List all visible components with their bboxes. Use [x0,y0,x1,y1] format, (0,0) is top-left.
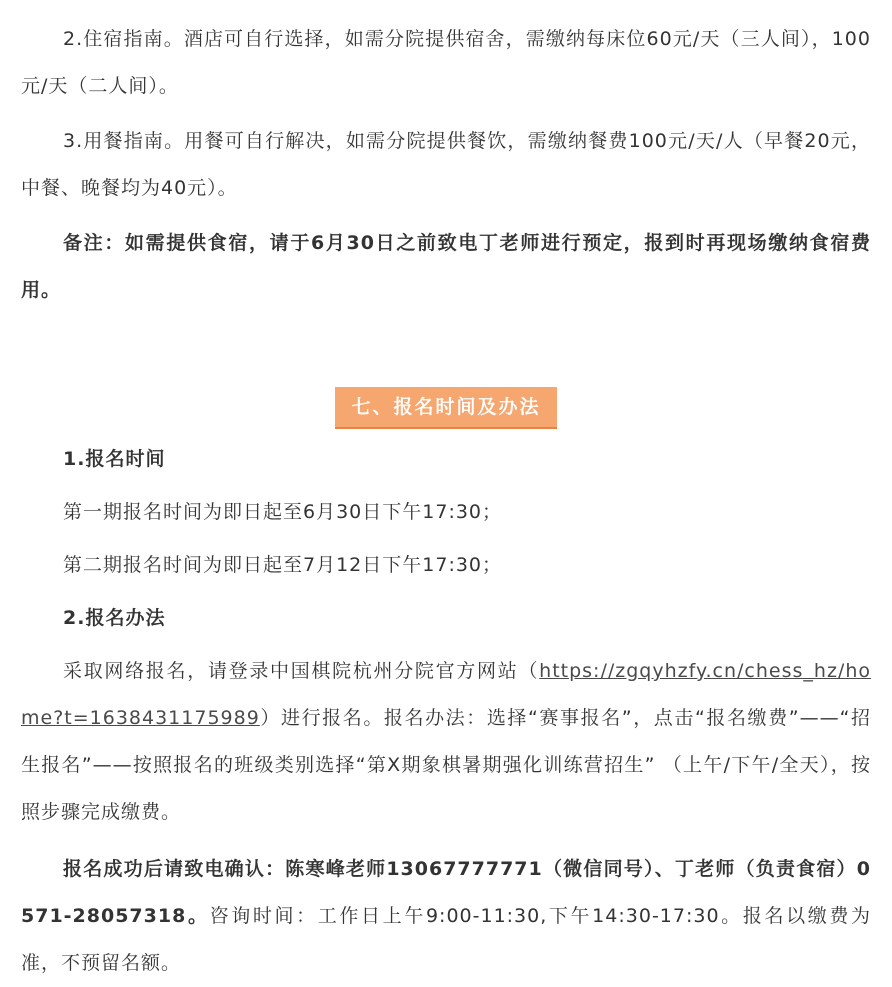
method-text-after-link: ）进行报名。报名办法：选择“赛事报名”，点击“报名缴费”——“招生报名”——按照报名的班级类别选择“第X期象棋暑期强化训练营招生” （上午/下午/全天），按照步骤完成缴费。 [21,707,871,823]
document-body [21,0,871,987]
section-heading-container [21,387,871,430]
dining-paragraph: 3.用餐指南。用餐可自行解决，如需分院提供餐饮，需缴纳餐费100元/天/人（早餐20元，中餐、晚餐均为40元）。 [21,130,871,199]
section-heading: 七、报名时间及办法 [335,387,556,429]
registration-method-title: 2.报名办法 [63,607,166,629]
registration-time-title: 1.报名时间 [63,448,166,470]
accommodation-paragraph: 2.住宿指南。酒店可自行选择，如需分院提供宿舍，需缴纳每床位60元/天（三人间），100元/天（二人间）。 [21,28,871,97]
confirmation-contacts: 报名成功后请致电确认：陈寒峰老师13067777771（微信同号）、丁老师（负责食宿）0571-28057318。 [21,858,871,927]
period-one-text: 第一期报名时间为即日起至6月30日下午17:30； [63,501,503,523]
consultation-hours: 咨询时间：工作日上午9:00-11:30,下午14:30-17:30。报名以缴费为准，不预留名额。 [21,905,872,974]
note-paragraph: 备注：如需提供食宿，请于6月30日之前致电丁老师进行预定，报到时再现场缴纳食宿费用。 [21,232,871,301]
registration-method-paragraph [21,648,871,836]
method-text-before-link: 采取网络报名，请登录中国棋院杭州分院官方网站（ [63,660,540,682]
period-two-text: 第二期报名时间为即日起至7月12日下午17:30； [63,554,503,576]
official-website-link[interactable]: https://zgqyhzfy.cn/chess_hz/home?t=1638431175989 [21,660,871,729]
confirmation-paragraph [21,846,871,987]
